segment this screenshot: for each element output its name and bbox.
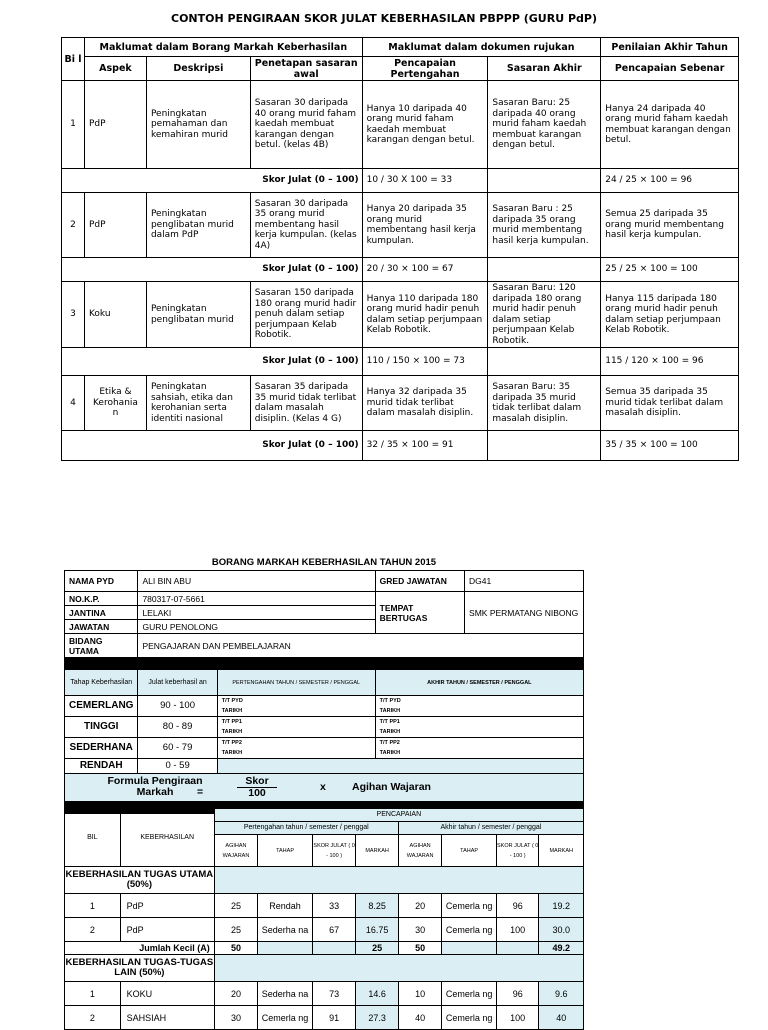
- date-label: TARIKH: [221, 708, 243, 714]
- group-tugas-lain: KEBERHASILAN TUGAS-TUGAS LAIN (50%): [65, 955, 215, 982]
- level-name: TINGGI: [65, 717, 138, 738]
- table-row: [65, 918, 584, 942]
- skor-julat-label: Skor Julat (0 – 100): [62, 348, 363, 376]
- row-sasaran-akhir: Sasaran Baru : 25 daripada 35 orang murid membentang hasil kerja kumpulan.: [488, 193, 601, 258]
- row-bil: 1: [62, 81, 85, 169]
- group-tugas-utama: KEBERHASILAN TUGAS UTAMA (50%): [65, 867, 215, 894]
- agihan-value: 30: [214, 1006, 258, 1030]
- skor-value: 96: [496, 982, 538, 1006]
- formula-rhs: Agihan Wajaran: [352, 781, 431, 793]
- row-aspek: PdP: [84, 81, 146, 169]
- col-deskripsi-header: Deskripsi: [146, 57, 250, 81]
- jawatan-value: GURU PENOLONG: [138, 620, 375, 634]
- nokp-label: NO.K.P.: [65, 592, 138, 606]
- row-sebenar: Semua 35 daripada 35 murid tidak terlibat dalam masalah disiplin.: [601, 376, 739, 431]
- agihan-value: 40: [398, 1006, 442, 1030]
- level-range: 90 - 100: [138, 696, 217, 717]
- row-aspek: Etika & Kerohania n: [84, 376, 146, 431]
- table-row: [62, 193, 739, 258]
- skor-row: [62, 431, 739, 461]
- row-sebenar: Hanya 115 daripada 180 orang murid hadir penuh dalam setiap perjumpaan Kelab Robotik.: [601, 282, 739, 348]
- header-maklumat-borang: Maklumat dalam Borang Markah Keberhasilan: [84, 38, 362, 57]
- markah-value: 27.3: [356, 1006, 398, 1030]
- skor-julat-label: Skor Julat (0 – 100): [62, 258, 363, 282]
- skor-value: 33: [312, 894, 356, 918]
- sig-label: T/T PP2: [221, 740, 242, 746]
- skor-julat-label: Skor Julat (0 – 100): [62, 169, 363, 193]
- header-maklumat-dokumen: Maklumat dalam dokumen rujukan: [362, 38, 601, 57]
- jumlah-label: Jumlah Kecil (A): [65, 942, 215, 955]
- skor-row: [62, 258, 739, 282]
- jumlah-row: [65, 942, 584, 955]
- row-name: KOKU: [120, 982, 214, 1006]
- date-label: TARIKH: [221, 729, 243, 735]
- row-pertengahan: Hanya 32 daripada 35 murid tidak terlibat dalam masalah disiplin.: [362, 376, 488, 431]
- level-name: SEDERHANA: [65, 738, 138, 759]
- agihan-value: 25: [214, 918, 258, 942]
- tahap-header: TAHAP: [258, 835, 313, 867]
- skor-row: [62, 348, 739, 376]
- row-sasaran-akhir: Sasaran Baru: 120 daripada 180 orang murid hadir penuh dalam setiap perjumpaan Kelab Robotik.: [488, 282, 601, 348]
- skor-value: 73: [312, 982, 356, 1006]
- date-label: TARIKH: [379, 750, 401, 756]
- date-label: TARIKH: [379, 708, 401, 714]
- sig-label: T/T PP1: [221, 719, 242, 725]
- markah-value: 40: [539, 1006, 584, 1030]
- row-bil: 2: [62, 193, 85, 258]
- tahap-value: Cemerla ng: [442, 918, 497, 942]
- bidang-label: BIDANG UTAMA: [65, 634, 138, 658]
- akhir-header: AKHIR TAHUN / SEMESTER / PENGGAL: [375, 670, 583, 696]
- row-sasaran-akhir: Sasaran Baru: 35 daripada 35 murid tidak terlibat dalam masalah disiplin.: [488, 376, 601, 431]
- table-row: [65, 1006, 584, 1030]
- col-sasaran-akhir-header: Sasaran Akhir: [488, 57, 601, 81]
- gred-label: GRED JAWATAN: [375, 571, 464, 592]
- row-bil: 1: [65, 982, 121, 1006]
- sig-label: T/T PP1: [379, 719, 400, 725]
- formula-times: x: [320, 781, 326, 793]
- row-penetapan: Sasaran 30 daripada 35 orang murid membentang hasil kerja kumpulan. (kelas 4A): [250, 193, 362, 258]
- date-label: TARIKH: [221, 750, 243, 756]
- markah-value: 9.6: [539, 982, 584, 1006]
- markah-value: 16.75: [356, 918, 398, 942]
- skor-value: 67: [312, 918, 356, 942]
- col-penetapan-header: Penetapan sasaran awal: [250, 57, 362, 81]
- skor-sebenar: 115 / 120 × 100 = 96: [601, 348, 739, 376]
- table-row: [65, 982, 584, 1006]
- row-pertengahan: Hanya 20 daripada 35 orang murid membentang hasil kerja kumpulan.: [362, 193, 488, 258]
- row-sebenar: Semua 25 daripada 35 orang murid membentang hasil kerja kumpulan.: [601, 193, 739, 258]
- pertengahan-header: PERTENGAHAN TAHUN / SEMESTER / PENGGAL: [217, 670, 375, 696]
- markah-value: 14.6: [356, 982, 398, 1006]
- tahap-value: Sederha na: [258, 982, 313, 1006]
- table-row: [62, 376, 739, 431]
- skor-value: 96: [496, 894, 538, 918]
- row-bil: 3: [62, 282, 85, 348]
- row-pertengahan: Hanya 10 daripada 40 orang murid faham kaedah membuat karangan dengan betul.: [362, 81, 488, 169]
- skor-julat-label: Skor Julat (0 – 100): [62, 431, 363, 461]
- nokp-value: 780317-07-5661: [138, 592, 375, 606]
- row-deskripsi: Peningkatan penglibatan murid dalam PdP: [146, 193, 250, 258]
- row-name: PdP: [120, 894, 214, 918]
- col-pertengahan-header: Pencapaian Pertengahan: [362, 57, 488, 81]
- table-row: [62, 282, 739, 348]
- agihan-header: AGIHAN WAJARAN: [214, 835, 258, 867]
- row-sebenar: Hanya 24 daripada 40 orang murid faham kaedah membuat karangan dengan betul.: [601, 81, 739, 169]
- tahap-value: Rendah: [258, 894, 313, 918]
- table-row: [62, 81, 739, 169]
- markah-value: 19.2: [539, 894, 584, 918]
- skor-pertengahan: 10 / 30 X 100 = 33: [362, 169, 488, 193]
- jumlah-agihan: 50: [214, 942, 258, 955]
- jumlah-markah: 25: [356, 942, 398, 955]
- jantina-label: JANTINA: [65, 606, 138, 620]
- row-deskripsi: Peningkatan pemahaman dan kemahiran murid: [146, 81, 250, 169]
- signature-pp1: [217, 717, 375, 738]
- sig-label: T/T PYD: [221, 698, 243, 704]
- form-title: BORANG MARKAH KEBERHASILAN TAHUN 2015: [211, 557, 437, 568]
- level-range: 0 - 59: [138, 759, 217, 774]
- bil-header: BIL: [65, 809, 121, 867]
- col-bil-header: Bi l: [62, 38, 85, 81]
- tahap-header: TAHAP: [442, 835, 497, 867]
- signature-pyd: [217, 696, 375, 717]
- row-aspek: Koku: [84, 282, 146, 348]
- tempat-value: SMK PERMATANG NIBONG: [465, 592, 584, 634]
- level-range: 60 - 79: [138, 738, 217, 759]
- skor-row: [62, 169, 739, 193]
- signature-pyd-akhir: [375, 696, 583, 717]
- date-label: TARIKH: [379, 729, 401, 735]
- nama-label: NAMA PYD: [65, 571, 138, 592]
- formula-row: [65, 774, 584, 802]
- row-bil: 1: [65, 894, 121, 918]
- row-aspek: PdP: [84, 193, 146, 258]
- markah-value: 30.0: [539, 918, 584, 942]
- tempat-label: TEMPAT BERTUGAS: [375, 592, 464, 634]
- table-row: [65, 894, 584, 918]
- formula-fraction: [237, 776, 277, 799]
- level-range: 80 - 89: [138, 717, 217, 738]
- skor-sebenar: 35 / 35 × 100 = 100: [601, 431, 739, 461]
- col-sebenar-header: Pencapaian Sebenar: [601, 57, 739, 81]
- formula-equals: =: [197, 786, 204, 798]
- tahap-value: Cemerla ng: [442, 894, 497, 918]
- jawatan-label: JAWATAN: [65, 620, 138, 634]
- pyd-info-table: [64, 570, 584, 814]
- jumlah-agihan: 50: [398, 942, 442, 955]
- agihan-value: 25: [214, 894, 258, 918]
- agihan-value: 20: [214, 982, 258, 1006]
- col-aspek-header: Aspek: [84, 57, 146, 81]
- tahap-value: Cemerla ng: [442, 1006, 497, 1030]
- row-penetapan: Sasaran 30 daripada 40 orang murid faham kaedah membuat karangan dengan betul. (kelas 4B): [250, 81, 362, 169]
- row-penetapan: Sasaran 35 daripada 35 murid tidak terlibat dalam masalah disiplin. (Kelas 4 G): [250, 376, 362, 431]
- row-deskripsi: Peningkatan sahsiah, etika dan kerohanian serta identiti nasional: [146, 376, 250, 431]
- jantina-value: LELAKI: [138, 606, 375, 620]
- tahap-value: Cemerla ng: [258, 1006, 313, 1030]
- document-title: CONTOH PENGIRAAN SKOR JULAT KEBERHASILAN PBPPP (GURU PdP): [171, 12, 597, 25]
- header-penilaian: Penilaian Akhir Tahun: [601, 38, 739, 57]
- skor-pertengahan: 110 / 150 × 100 = 73: [362, 348, 488, 376]
- markah-header: MARKAH: [539, 835, 584, 867]
- row-penetapan: Sasaran 150 daripada 180 orang murid hadir penuh dalam setiap perjumpaan Kelab Robotik.: [250, 282, 362, 348]
- row-bil: 4: [62, 376, 85, 431]
- skor-value: 91: [312, 1006, 356, 1030]
- row-bil: 2: [65, 1006, 121, 1030]
- bidang-value: PENGAJARAN DAN PEMBELAJARAN: [138, 634, 584, 658]
- row-name: SAHSIAH: [120, 1006, 214, 1030]
- tahap-value: Cemerla ng: [442, 982, 497, 1006]
- example-calculation-table: [61, 37, 739, 461]
- pencapaian-header: PENCAPAIAN: [214, 809, 583, 822]
- tahap-header: Tahap Keberhasilan: [65, 670, 138, 696]
- markah-header: MARKAH: [356, 835, 398, 867]
- akhir-subheader: Akhir tahun / semester / penggal: [398, 822, 583, 835]
- signature-pp2: [217, 738, 375, 759]
- pertengahan-subheader: Pertengahan tahun / semester / penggal: [214, 822, 398, 835]
- nama-value: ALI BIN ABU: [138, 571, 375, 592]
- black-divider: [65, 658, 584, 670]
- julat-header: Julat keberhasil an: [138, 670, 217, 696]
- row-pertengahan: Hanya 110 daripada 180 orang murid hadir penuh dalam setiap perjumpaan Kelab Robotik.: [362, 282, 488, 348]
- skor-header: SKOR JULAT ( 0 - 100 ): [312, 835, 356, 867]
- row-deskripsi: Peningkatan penglibatan murid: [146, 282, 250, 348]
- level-name: RENDAH: [65, 759, 138, 774]
- agihan-value: 10: [398, 982, 442, 1006]
- skor-pertengahan: 20 / 30 × 100 = 67: [362, 258, 488, 282]
- sig-label: T/T PP2: [379, 740, 400, 746]
- keberhasilan-header: KEBERHASILAN: [120, 809, 214, 867]
- formula-numerator: Skor: [237, 776, 277, 788]
- marks-table: [64, 808, 584, 1030]
- agihan-header: AGIHAN WAJARAN: [398, 835, 442, 867]
- tahap-value: Sederha na: [258, 918, 313, 942]
- skor-header: SKOR JULAT ( 0 - 100 ): [496, 835, 538, 867]
- sig-label: T/T PYD: [379, 698, 401, 704]
- skor-value: 100: [496, 1006, 538, 1030]
- row-bil: 2: [65, 918, 121, 942]
- level-name: CEMERLANG: [65, 696, 138, 717]
- skor-sebenar: 24 / 25 × 100 = 96: [601, 169, 739, 193]
- markah-value: 8.25: [356, 894, 398, 918]
- skor-pertengahan: 32 / 35 × 100 = 91: [362, 431, 488, 461]
- skor-value: 100: [496, 918, 538, 942]
- row-name: PdP: [120, 918, 214, 942]
- signature-pp2-akhir: [375, 738, 583, 759]
- agihan-value: 20: [398, 894, 442, 918]
- agihan-value: 30: [398, 918, 442, 942]
- row-sasaran-akhir: Sasaran Baru: 25 daripada 40 orang murid faham kaedah membuat karangan dengan betul.: [488, 81, 601, 169]
- jumlah-markah: 49.2: [539, 942, 584, 955]
- gred-value: DG41: [465, 571, 584, 592]
- formula-denominator: 100: [248, 787, 266, 799]
- skor-sebenar: 25 / 25 × 100 = 100: [601, 258, 739, 282]
- signature-pp1-akhir: [375, 717, 583, 738]
- formula-label: Formula Pengiraan Markah: [107, 775, 203, 798]
